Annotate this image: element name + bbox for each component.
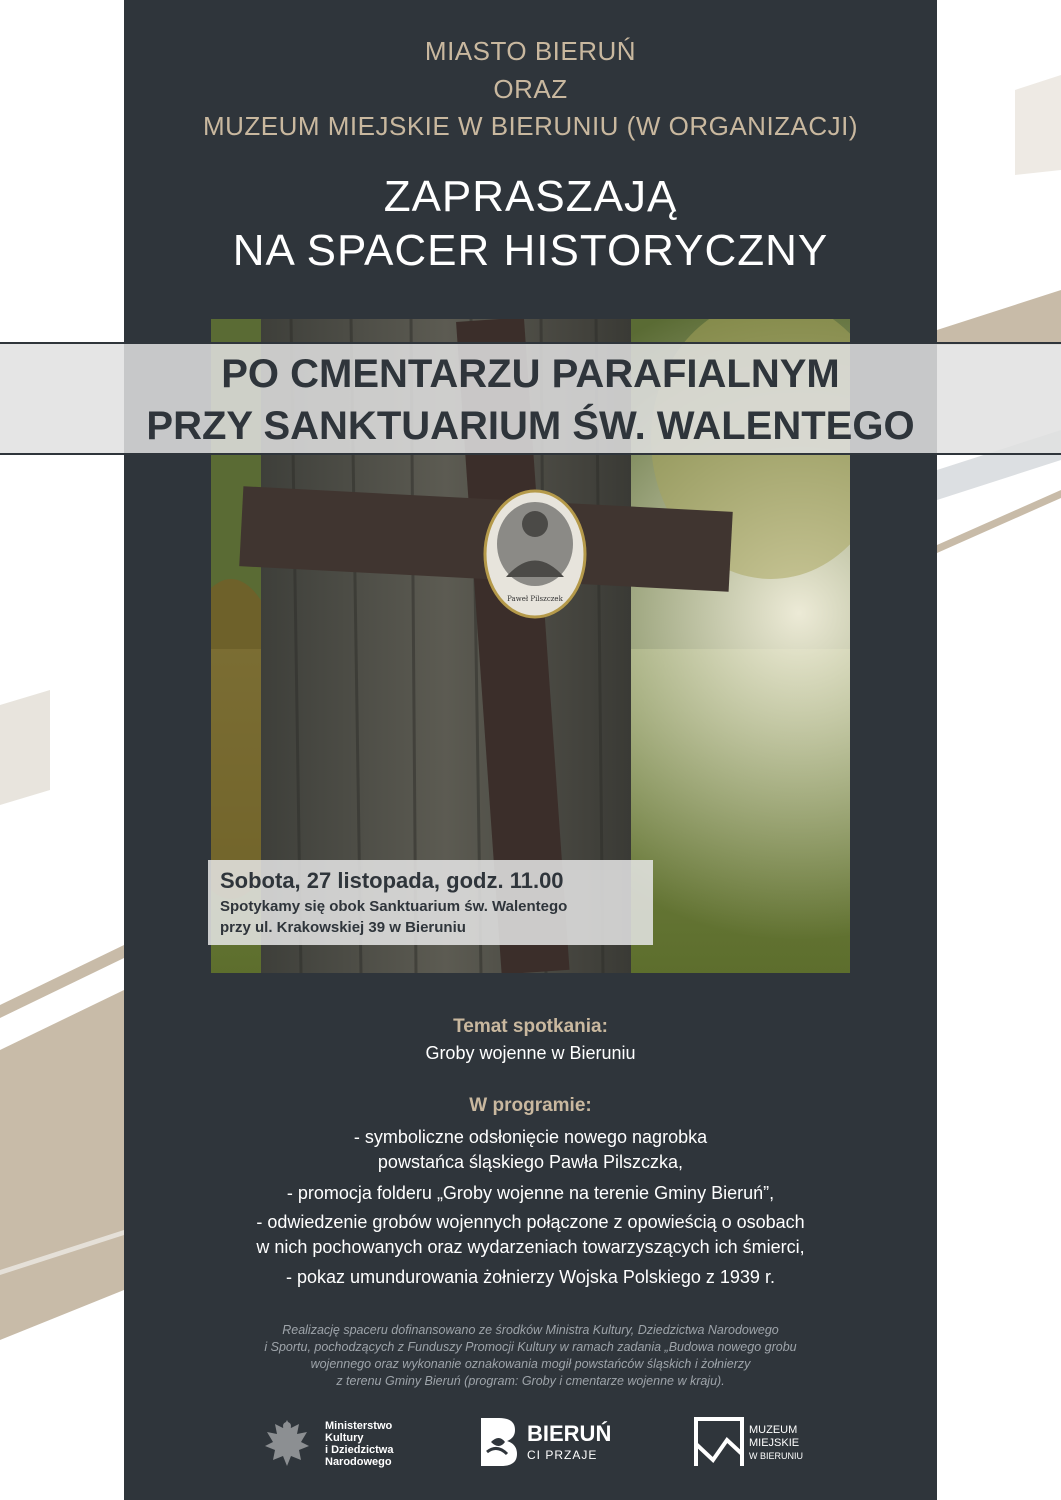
ministry-name-line: Ministerstwo xyxy=(325,1420,393,1432)
meeting-place-line-1: Spotykamy się obok Sanktuarium św. Walentego xyxy=(220,898,568,915)
program-item: - promocja folderu „Groby wojenne na terenie Gminy Bieruń”, xyxy=(286,1183,775,1203)
program-item: powstańca śląskiego Pawła Pilszczka, xyxy=(377,1152,684,1172)
program-item: w nich pochowanych oraz wydarzeniach towarzyszących ich śmierci, xyxy=(256,1237,805,1257)
museum-logo xyxy=(693,1416,823,1472)
bierun-b-icon xyxy=(477,1416,519,1468)
bierun-tagline: CI PRZAJE xyxy=(527,1448,598,1462)
event-details-box xyxy=(208,860,653,945)
museum-name-line: MIEJSKIE xyxy=(749,1437,800,1449)
funding-line: i Sportu, pochodzących z Funduszy Promocji Kultury w ramach zadania „Budowa nowego grobu xyxy=(264,1340,797,1354)
ministry-name-line: i Dziedzictwa xyxy=(325,1444,394,1456)
funding-line: Realizację spaceru dofinansowano ze środków Ministra Kultury, Dziedzictwa Narodowego xyxy=(282,1323,779,1337)
organizer-line-1: MIASTO BIERUŃ xyxy=(424,36,637,66)
funding-line: z terenu Gminy Bieruń (program: Groby i cmentarze wojenne w kraju). xyxy=(336,1374,725,1388)
bierun-logo xyxy=(477,1416,617,1472)
program-item: - pokaz umundurowania żołnierzy Wojska Polskiego z 1939 r. xyxy=(286,1267,775,1287)
event-date: Sobota, 27 listopada, godz. 11.00 xyxy=(220,868,564,893)
banner-line-2: PRZY SANKTUARIUM ŚW. WALENTEGO xyxy=(146,404,915,448)
program-label: W programie: xyxy=(469,1095,592,1116)
bierun-name: BIERUŃ xyxy=(527,1421,612,1446)
plaque-name: Paweł Pilszczek xyxy=(507,595,563,603)
program-item: - symboliczne odsłonięcie nowego nagrobka xyxy=(353,1127,708,1147)
title-banner xyxy=(0,342,1061,455)
ministry-logo xyxy=(263,1416,413,1472)
museum-name-line: W BIERUNIU xyxy=(749,1451,803,1461)
invite-line-2: NA SPACER HISTORYCZNY xyxy=(232,226,829,275)
meeting-place-line-2: przy ul. Krakowskiej 39 w Bieruniu xyxy=(220,919,466,936)
funding-note xyxy=(124,1322,937,1390)
funding-line: wojennego oraz wykonanie oznakowania mogił powstańców śląskich i żołnierzy xyxy=(310,1357,751,1371)
organizer-line-2: ORAZ xyxy=(493,74,568,104)
program-item: - odwiedzenie grobów wojennych połączone z opowieścią o osobach xyxy=(256,1212,805,1232)
ministry-name-line: Kultury xyxy=(325,1432,364,1444)
museum-name-line: MUZEUM xyxy=(749,1424,798,1436)
topic-label: Temat spotkania: xyxy=(453,1016,608,1037)
ministry-name-line: Narodowego xyxy=(325,1456,392,1468)
eagle-emblem-icon xyxy=(263,1416,311,1470)
organizer-line-3: MUZEUM MIEJSKIE W BIERUNIU (W ORGANIZACJI) xyxy=(202,111,859,141)
banner-line-1: PO CMENTARZU PARAFIALNYM xyxy=(221,352,840,396)
invite-line-1: ZAPRASZAJĄ xyxy=(383,172,678,221)
topic-value: Groby wojenne w Bieruniu xyxy=(425,1043,636,1063)
museum-m-icon xyxy=(693,1416,745,1470)
